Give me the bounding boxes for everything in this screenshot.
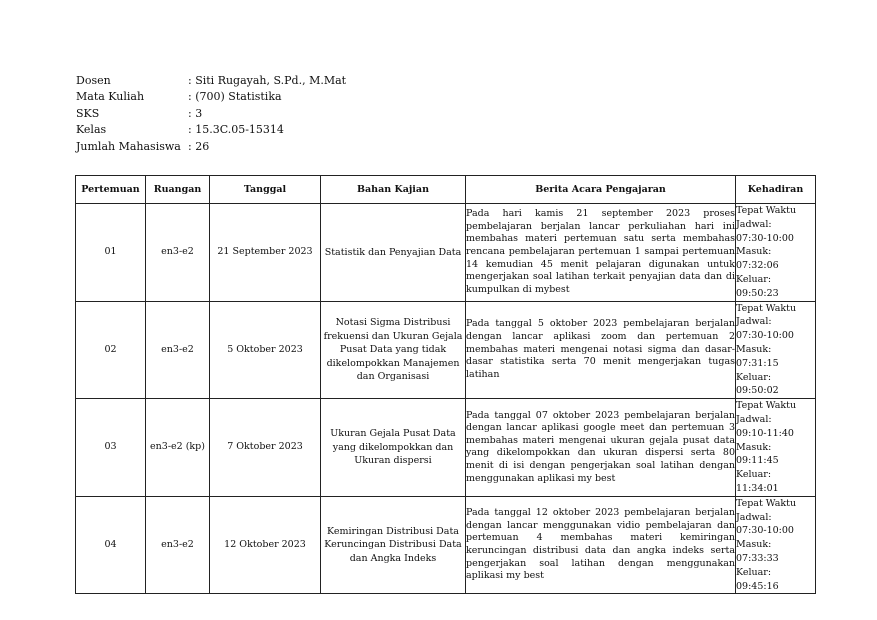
students-row <box>76 138 346 155</box>
check-out-value: 11:34:01 <box>736 482 779 494</box>
teaching-report: Pada tanggal 07 oktober 2023 pembelajaran berjalan dengan lancar aplikasi google meet dan pertemuan 3 membahas materi mengenai ukuran gejala pusat data yang dikelompokkan dan ukuran dispersi serta 80 menit di isi dengan pengerjakan soal latihan dengan menggunakan aplikasi my best <box>466 399 736 497</box>
teaching-report: Pada tanggal 12 oktober 2023 pembelajaran berjalan dengan lancar menggunakan vidio pembelajaran dan pertemuan 4 membahas materi kemiringan keruncingan distribusi data dan angka indeks serta pengerjakan soal latihan dengan menggunakan aplikasi my best <box>466 496 736 594</box>
attendance <box>736 204 816 302</box>
check-out-label: Keluar: <box>736 273 772 285</box>
check-in-value: 07:31:15 <box>736 357 779 369</box>
column-header-date: Tanggal <box>210 176 321 204</box>
course-material: Statistik dan Penyajian Data <box>321 204 466 302</box>
lecturer-row <box>76 72 346 89</box>
course-material: Ukuran Gejala Pusat Data yang dikelompokkan dan Ukuran dispersi <box>321 399 466 497</box>
table-row <box>76 204 816 302</box>
credits-value: : 3 <box>188 106 203 120</box>
table-row <box>76 301 816 399</box>
check-out-label: Keluar: <box>736 371 772 383</box>
column-header-report: Berita Acara Pengajaran <box>466 176 736 204</box>
meeting-number: 04 <box>76 496 146 594</box>
class-row <box>76 122 346 139</box>
table-row <box>76 399 816 497</box>
check-in-value: 07:32:06 <box>736 260 779 272</box>
teaching-report: Pada tanggal 5 oktober 2023 pembelajaran berjalan dengan lancar aplikasi zoom dan pertemuan 2 membahas materi mengenai notasi sigma dan dasar-dasar statistika serta 70 menit mengerjakan tugas latihan <box>466 301 736 399</box>
attendance-status: Tepat Waktu <box>736 497 797 509</box>
course-material: Notasi Sigma Distribusi frekuensi dan Ukuran Gejala Pusat Data yang tidak dikelompokkan Manajemen dan Organisasi <box>321 301 466 399</box>
check-in-label: Masuk: <box>736 539 772 551</box>
teaching-report-table <box>75 175 816 594</box>
room: en3-e2 <box>146 204 210 302</box>
room: en3-e2 <box>146 496 210 594</box>
attendance <box>736 496 816 594</box>
meeting-number: 01 <box>76 204 146 302</box>
lecturer-label: Dosen <box>76 73 111 87</box>
schedule-label: Jadwal: <box>736 413 772 425</box>
course-row <box>76 89 346 106</box>
schedule-label: Jadwal: <box>736 316 772 328</box>
schedule-label: Jadwal: <box>736 511 772 523</box>
check-out-value: 09:50:23 <box>736 287 779 299</box>
check-in-label: Masuk: <box>736 441 772 453</box>
attendance-status: Tepat Waktu <box>736 400 797 412</box>
schedule-value: 07:30-10:00 <box>736 525 794 537</box>
check-in-label: Masuk: <box>736 343 772 355</box>
table-row <box>76 496 816 594</box>
check-out-label: Keluar: <box>736 469 772 481</box>
column-header-meeting: Pertemuan <box>76 176 146 204</box>
credits-row <box>76 105 346 122</box>
date: 21 September 2023 <box>210 204 321 302</box>
check-out-value: 09:50:02 <box>736 385 779 397</box>
students-label: Jumlah Mahasiswa <box>76 139 181 153</box>
meeting-number: 03 <box>76 399 146 497</box>
table-header-row <box>76 176 816 204</box>
lecturer-value: : Siti Rugayah, S.Pd., M.Mat <box>188 73 347 87</box>
course-info <box>76 72 346 155</box>
check-in-label: Masuk: <box>736 246 772 258</box>
course-value: : (700) Statistika <box>188 90 282 104</box>
schedule-value: 07:30-10:00 <box>736 330 794 342</box>
schedule-value: 09:10-11:40 <box>736 427 794 439</box>
column-header-attendance: Kehadiran <box>736 176 816 204</box>
room: en3-e2 <box>146 301 210 399</box>
date: 5 Oktober 2023 <box>210 301 321 399</box>
date: 7 Oktober 2023 <box>210 399 321 497</box>
column-header-material: Bahan Kajian <box>321 176 466 204</box>
check-out-label: Keluar: <box>736 566 772 578</box>
schedule-label: Jadwal: <box>736 218 772 230</box>
course-material: Kemiringan Distribusi Data Keruncingan Distribusi Data dan Angka Indeks <box>321 496 466 594</box>
students-value: : 26 <box>188 139 210 153</box>
credits-label: SKS <box>76 106 100 120</box>
room: en3-e2 (kp) <box>146 399 210 497</box>
class-label: Kelas <box>76 123 107 137</box>
class-value: : 15.3C.05-15314 <box>188 123 284 137</box>
attendance <box>736 399 816 497</box>
course-label: Mata Kuliah <box>76 90 145 104</box>
attendance <box>736 301 816 399</box>
check-out-value: 09:45:16 <box>736 580 779 592</box>
schedule-value: 07:30-10:00 <box>736 232 794 244</box>
check-in-value: 09:11:45 <box>736 455 779 467</box>
attendance-status: Tepat Waktu <box>736 302 797 314</box>
date: 12 Oktober 2023 <box>210 496 321 594</box>
attendance-status: Tepat Waktu <box>736 205 797 216</box>
check-in-value: 07:33:33 <box>736 552 779 564</box>
meeting-number: 02 <box>76 301 146 399</box>
teaching-report: Pada hari kamis 21 september 2023 proses pembelajaran berjalan lancar perkuliahan hari ini membahas materi pertemuan satu serta membahas rencana pembelajaran pertemuan 1 sampai pertemuan 14 kemudian 45 menit pelajaran digunakan untuk mengerjakan soal latihan terkait penyajian data dan di kumpulkan di mybest <box>466 204 736 302</box>
column-header-room: Ruangan <box>146 176 210 204</box>
